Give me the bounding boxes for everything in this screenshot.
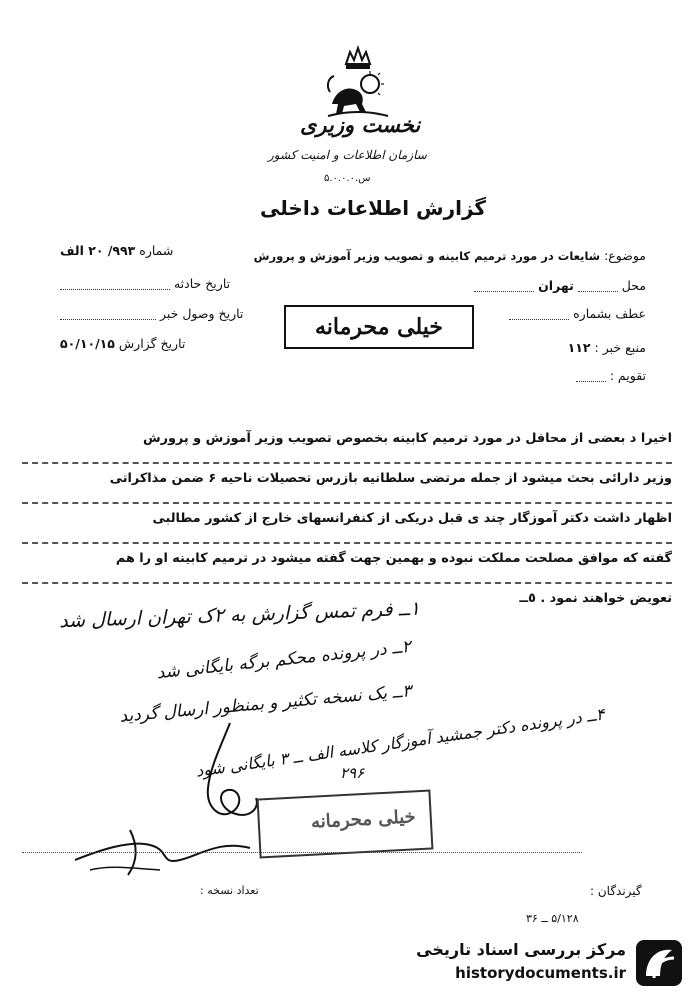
subject-value: شایعات در مورد ترمیم کابینه و تصویب وزیر آموزش و پرورش [253, 249, 601, 263]
org-title: نخست وزیری [300, 112, 421, 137]
location-label: محل [621, 278, 646, 293]
source-value: ۱۱۲ [567, 340, 591, 355]
report-body [22, 424, 672, 622]
body-line: اظهار داشت دکتر آموزگار چند ی قبل دریکی از کنفرانسهای خارج از کشور مطالبی [22, 504, 672, 544]
report-date-field [60, 336, 185, 351]
archive-branding [405, 934, 690, 990]
location-value: تهران [538, 278, 574, 293]
subject-label: موضوع: [604, 248, 646, 263]
dotted-line [509, 309, 569, 320]
archive-url[interactable]: historydocuments.ir [455, 964, 626, 982]
source-label: منبع خبر : [594, 340, 646, 355]
body-line: تعویض خواهند نمود . ٥ــ [519, 591, 672, 606]
dotted-line [60, 279, 170, 290]
footer-code: ۵/۱۲۸ ــ ۳۶ [526, 912, 579, 925]
reference-label: عطف بشماره [573, 306, 646, 321]
classification-stamp: خیلی محرمانه [284, 305, 474, 349]
stamp-text: خیلی محرمانه [310, 806, 417, 833]
handwritten-note: ۱ــ فرم تمس گزارش به ۲ک تهران ارسال شد [58, 597, 421, 633]
handwritten-note: ۲ــ در پرونده محکم برگه بایگانی شد [156, 636, 413, 684]
source-field [568, 340, 646, 355]
report-date-value: ۵۰/۱۰/۱۵ [60, 336, 115, 351]
reference-field [509, 306, 646, 321]
number-field [60, 243, 173, 258]
reference-code: س.۵.۰.۰.۰ [324, 173, 371, 184]
received-date-field [60, 306, 243, 321]
dotted-line [578, 281, 618, 292]
dotted-line [60, 309, 156, 320]
body-line: اخیرا د بعضی از محافل در مورد ترمیم کابینه بخصوص تصویب وزیر آموزش و پرورش [22, 424, 672, 464]
body-line: وزیر دارائی بحث میشود از جمله مرتضی سلطانیه بازرس تحصیلات ناحیه ۶ ضمن مذاکراتی [22, 464, 672, 504]
archive-logo-icon [634, 938, 684, 988]
signature-scribble [70, 820, 260, 880]
calendar-field [576, 368, 646, 383]
incident-date-label: تاریخ حادثه [173, 276, 231, 291]
report-date-label: تاریخ گزارش [118, 336, 186, 351]
handwritten-note: ۴ــ در پرونده دکتر جمشید آموزگار کلاسه الف ــ ۳ بایگانی شود [194, 704, 606, 781]
archive-name: مرکز بررسی اسناد تاریخی [416, 940, 626, 959]
handwritten-note: ۳ــ یک نسخه تکثیر و بمنظور ارسال گردید [118, 681, 413, 727]
divider [22, 852, 582, 853]
report-title: گزارش اطلاعات داخلی [260, 196, 487, 220]
number-label: شماره [139, 243, 174, 258]
body-line: گفته که موافق مصلحت مملکت نبوده و بهمین جهت گفته میشود در ترمیم کابینه او را هم [22, 544, 672, 584]
org-subtitle: سازمان اطلاعات و امنیت کشور [268, 148, 427, 162]
classification-stamp-faded [257, 789, 434, 858]
incident-date-field [60, 276, 230, 291]
subject-field [254, 248, 646, 263]
location-field [474, 278, 646, 293]
number-value: ۹۹۳/ ۲۰ الف [60, 243, 136, 258]
copies-label: تعداد نسخه : [200, 884, 259, 897]
handwritten-number: ۲۹۶ [340, 764, 365, 782]
dotted-line [576, 371, 606, 382]
recipients-label: گیرندگان : [590, 884, 642, 898]
lion-and-sun-emblem-icon [322, 42, 394, 120]
calendar-label: تقویم : [609, 368, 646, 383]
received-date-label: تاریخ وصول خبر [159, 306, 244, 321]
dotted-line [474, 281, 534, 292]
